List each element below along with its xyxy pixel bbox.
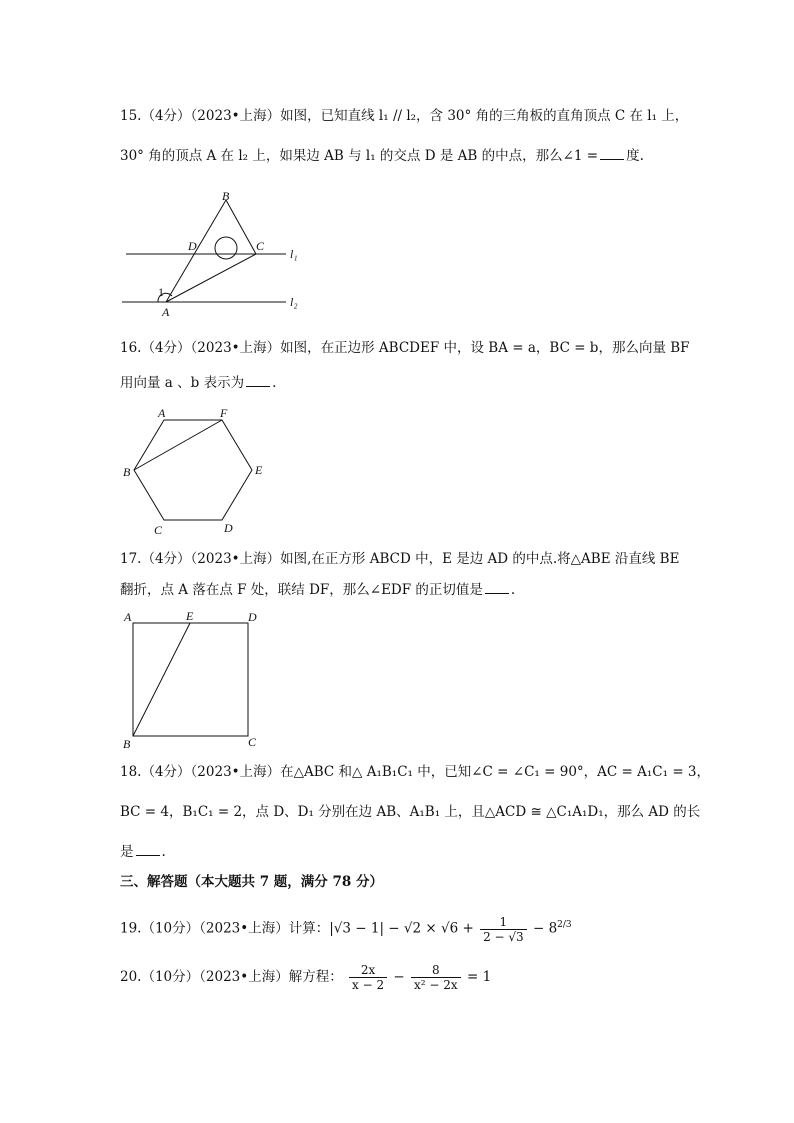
q20-line: 20.（10分）（2023•上海）解方程： $\frac{2x}{x - 2}$ − $\frac{8}{\text{x² − 2x}}$ = 1 bbox=[120, 963, 492, 992]
hexagon-ABCDEF bbox=[134, 420, 252, 520]
segment-BE bbox=[133, 623, 190, 736]
label-D: D bbox=[188, 239, 197, 253]
label-A: A bbox=[158, 406, 166, 420]
label-B: B bbox=[123, 737, 131, 751]
q19-exponent: 2/3 bbox=[557, 920, 572, 930]
label-A: A bbox=[124, 610, 132, 624]
segment-BC bbox=[226, 200, 256, 254]
q17-line2: 翻折，点 A 落在点 F 处，联结 DF，那么∠EDF 的正切值是 . bbox=[120, 582, 516, 598]
q15-line1: 15.（4分）（2023•上海）如图，已知直线 l₁ // l₂，含 30° 角的三角板的直角顶点 C 在 l₁ 上， bbox=[120, 108, 689, 124]
q16-figure bbox=[118, 404, 278, 536]
label-C: C bbox=[256, 239, 265, 253]
label-1: 1 bbox=[158, 285, 164, 299]
answer-blank bbox=[485, 581, 509, 594]
q17-line1: 17.（4分）（2023•上海）如图,在正方形 ABCD 中，E 是边 AD 的中点.将△ABE 沿直线 BE bbox=[120, 551, 680, 567]
q20-fraction-2: $\frac{8}{\text{x² − 2x}}$ bbox=[411, 963, 461, 992]
label-E: E bbox=[255, 463, 263, 477]
label-A: A bbox=[162, 305, 170, 319]
q18-line2: BC = 4，B₁C₁ = 2，点 D、D₁ 分别在边 AB、A₁B₁ 上，且△ACD ≅ △C₁A₁D₁，那么 AD 的长 bbox=[120, 804, 701, 820]
q15-line2: 30° 角的顶点 A 在 l₂ 上，如果边 AB 与 l₁ 的交点 D 是 AB 的中点，那么∠1 = 度. bbox=[120, 148, 644, 164]
q16-line2: 用向量 a 、b 表示为 . bbox=[120, 375, 277, 391]
segment-BF bbox=[134, 420, 222, 470]
label-C: C bbox=[154, 523, 163, 537]
label-D: D bbox=[248, 610, 257, 624]
label-B: B bbox=[222, 189, 230, 203]
q16-line1: 16.（4分）（2023•上海）如图，在正边形 ABCDEF 中，设 BA = a，BC = b，那么向量 BF bbox=[120, 340, 690, 356]
section-3-heading: 三、解答题（本大题共 7 题，满分 78 分） bbox=[120, 874, 383, 890]
answer-blank bbox=[600, 147, 624, 160]
q18-line3: 是 . bbox=[120, 844, 166, 860]
answer-blank bbox=[246, 374, 270, 387]
q17-figure bbox=[118, 608, 278, 753]
q18-line1: 18.（4分）（2023•上海）在△ABC 和△ A₁B₁C₁ 中，已知∠C = ∠C₁ = 90°，AC = A₁C₁ = 3， bbox=[120, 764, 711, 780]
square-ABCD bbox=[133, 623, 248, 736]
label-B: B bbox=[123, 465, 131, 479]
label-F: F bbox=[220, 406, 228, 420]
answer-blank bbox=[136, 843, 160, 856]
label-E: E bbox=[186, 609, 194, 623]
q20-fraction-1: $\frac{2x}{x - 2}$ bbox=[349, 963, 387, 992]
q15-figure bbox=[118, 188, 318, 318]
q19-fraction: $\frac{1}{2 - √3}$ bbox=[480, 915, 527, 944]
segment-AC bbox=[166, 254, 256, 302]
label-l1: l₁ bbox=[290, 247, 298, 261]
label-l2: l₂ bbox=[290, 295, 298, 309]
triangle-hole bbox=[215, 237, 237, 259]
label-D: D bbox=[224, 521, 233, 535]
label-C: C bbox=[248, 735, 257, 749]
q19-line: 19.（10分）（2023•上海）计算：|√3 − 1| − √2 × √6 + $\frac{1}{2 - √3}$ − $8^{2/3}$ bbox=[120, 914, 572, 944]
